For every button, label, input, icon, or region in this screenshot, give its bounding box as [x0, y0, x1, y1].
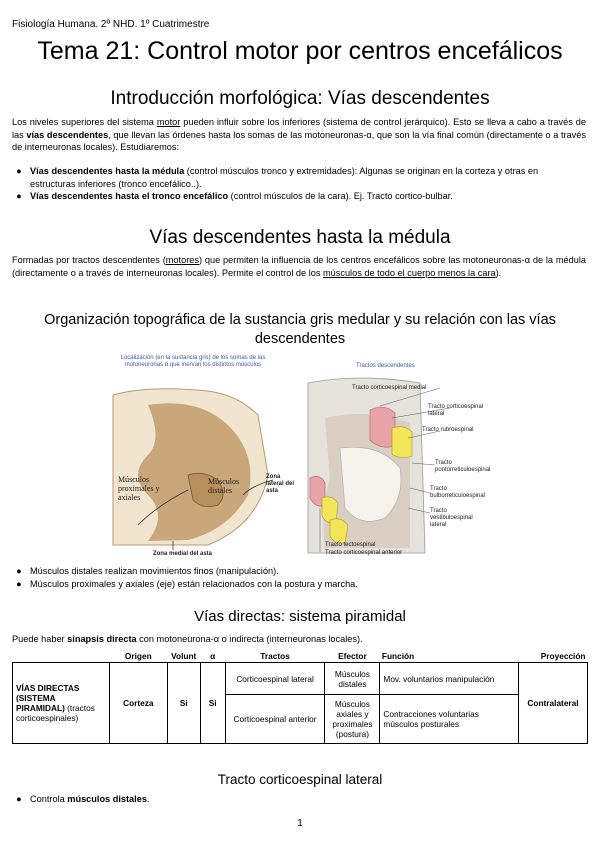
section-heading-lateral: Tracto corticoespinal lateral: [217, 772, 383, 787]
label-zona-medial: Zona medial del asta: [153, 551, 213, 557]
tract-label: Tracto rubroespinal: [422, 427, 474, 433]
table-header: α: [210, 650, 216, 661]
table-header: Tractos: [260, 650, 290, 661]
tract-label: Tracto vestibuloespinal lateral: [430, 508, 473, 528]
cell-efector: Músculos axiales y proximales (postura): [325, 695, 380, 744]
section-heading-organizacion: Organización topográfica de la sustancia gris medular y su relación con las vías descendentes: [44, 312, 556, 347]
running-header: Fisiología Humana. 2º NHD. 1º Cuatrimestre: [12, 19, 210, 30]
list-item: ● Vías descendentes hasta la médula (control músculos tronco y extremidades): Algunas se originan en la corteza y otras en estructuras inferiores (tronco encefálico..).: [16, 166, 539, 189]
table-header: Efector: [338, 650, 367, 661]
row-label: VÍAS DIRECTAS (SISTEMA PIRAMIDAL) (tractos corticoespinales): [13, 663, 110, 744]
cell-volunt: Si: [167, 663, 200, 744]
table-header: Origen: [124, 650, 152, 661]
label-zona-lateral: Zona lateral del asta: [266, 474, 295, 494]
cell-tracto: Corticoespinal anterior: [225, 695, 325, 744]
cell-origen: Corteza: [109, 663, 167, 744]
cell-funcion: Contracciones voluntarias músculos posturales: [380, 695, 519, 744]
label-proximal: Músculos proximales y axiales: [118, 475, 160, 502]
table-header: Proyección: [540, 650, 586, 661]
tract-label: Tracto corticoespinal medial: [352, 385, 427, 391]
tract-label: Tracto tectoespinal: [325, 542, 376, 548]
page-number: 1: [297, 818, 303, 829]
cell-efector: Músculos distales: [325, 663, 380, 695]
table-header: Función: [381, 650, 415, 661]
figure-tracts: [300, 358, 490, 558]
figure-caption: Tractos descendentes: [356, 363, 415, 369]
spinal-cord-illustration: [108, 355, 298, 560]
table-header: Volunt: [171, 650, 197, 661]
table-row: [13, 663, 588, 695]
label-distal: Músculos distales: [208, 477, 240, 495]
tract-label: Tracto bulborreticuloespinal: [430, 486, 486, 499]
page-title: Tema 21: Control motor por centros encefálicos: [37, 37, 563, 65]
list-item: ● Músculos distales realizan movimientos finos (manipulación).: [16, 566, 279, 576]
cell-alfa: Si: [200, 663, 225, 744]
tract-label: Tracto corticoespinal anterior: [325, 550, 403, 556]
tract-label: Tracto pontorreticuloespinal: [435, 460, 491, 473]
cell-proyeccion: Contralateral: [519, 663, 588, 744]
list-item: ● Vías descendentes hasta el tronco encefálico (control músculos de la cara). Ej. Tracto cortico-bulbar.: [16, 191, 453, 201]
cell-funcion: Mov. voluntarios manipulación: [380, 663, 519, 695]
vias-table: [12, 649, 588, 744]
directas-paragraph: Puede haber sinapsis directa con motoneurona-α o indirecta (interneuronas locales).: [12, 634, 363, 644]
cell-tracto: Corticoespinal lateral: [225, 663, 325, 695]
figure-grey-matter: [108, 355, 298, 560]
list-item: ● Controla músculos distales.: [16, 794, 150, 804]
list-item: ● Músculos proximales y axiales (eje) están relacionados con la postura y marcha.: [16, 579, 358, 589]
intro-paragraph: Los niveles superiores del sistema motor pueden influir sobre los inferiores (sistema de control jerárquico). Esto se lleva a cabo a través de las vías descendentes, que llevan las órdenes hasta los somas de las motoneuronas-α, que son la vía final común (directamente o a través de interneuronas locales). Estudiaremos:: [12, 117, 586, 152]
table-header-row: [13, 649, 588, 663]
medula-paragraph: Formadas por tractos descendentes (motores) que permiten la influencia de los centros encefálicos sobre las motoneuronas-α de la médula (directamente o a través de interneuronas locales). Permite el control de los músculos de todo el cuerpo menos la cara).: [12, 255, 586, 278]
section-heading-intro: Introducción morfológica: Vías descendentes: [110, 88, 490, 109]
tract-label: Tracto corticoespinal lateral: [428, 404, 484, 417]
figure-caption: Localización (en la sustancia gris) de los somas de las motoneuronas α que inervan los distintos músculos: [120, 355, 266, 368]
section-heading-directas: Vías directas: sistema piramidal: [194, 608, 406, 625]
section-heading-medula: Vías descendentes hasta la médula: [149, 227, 451, 248]
